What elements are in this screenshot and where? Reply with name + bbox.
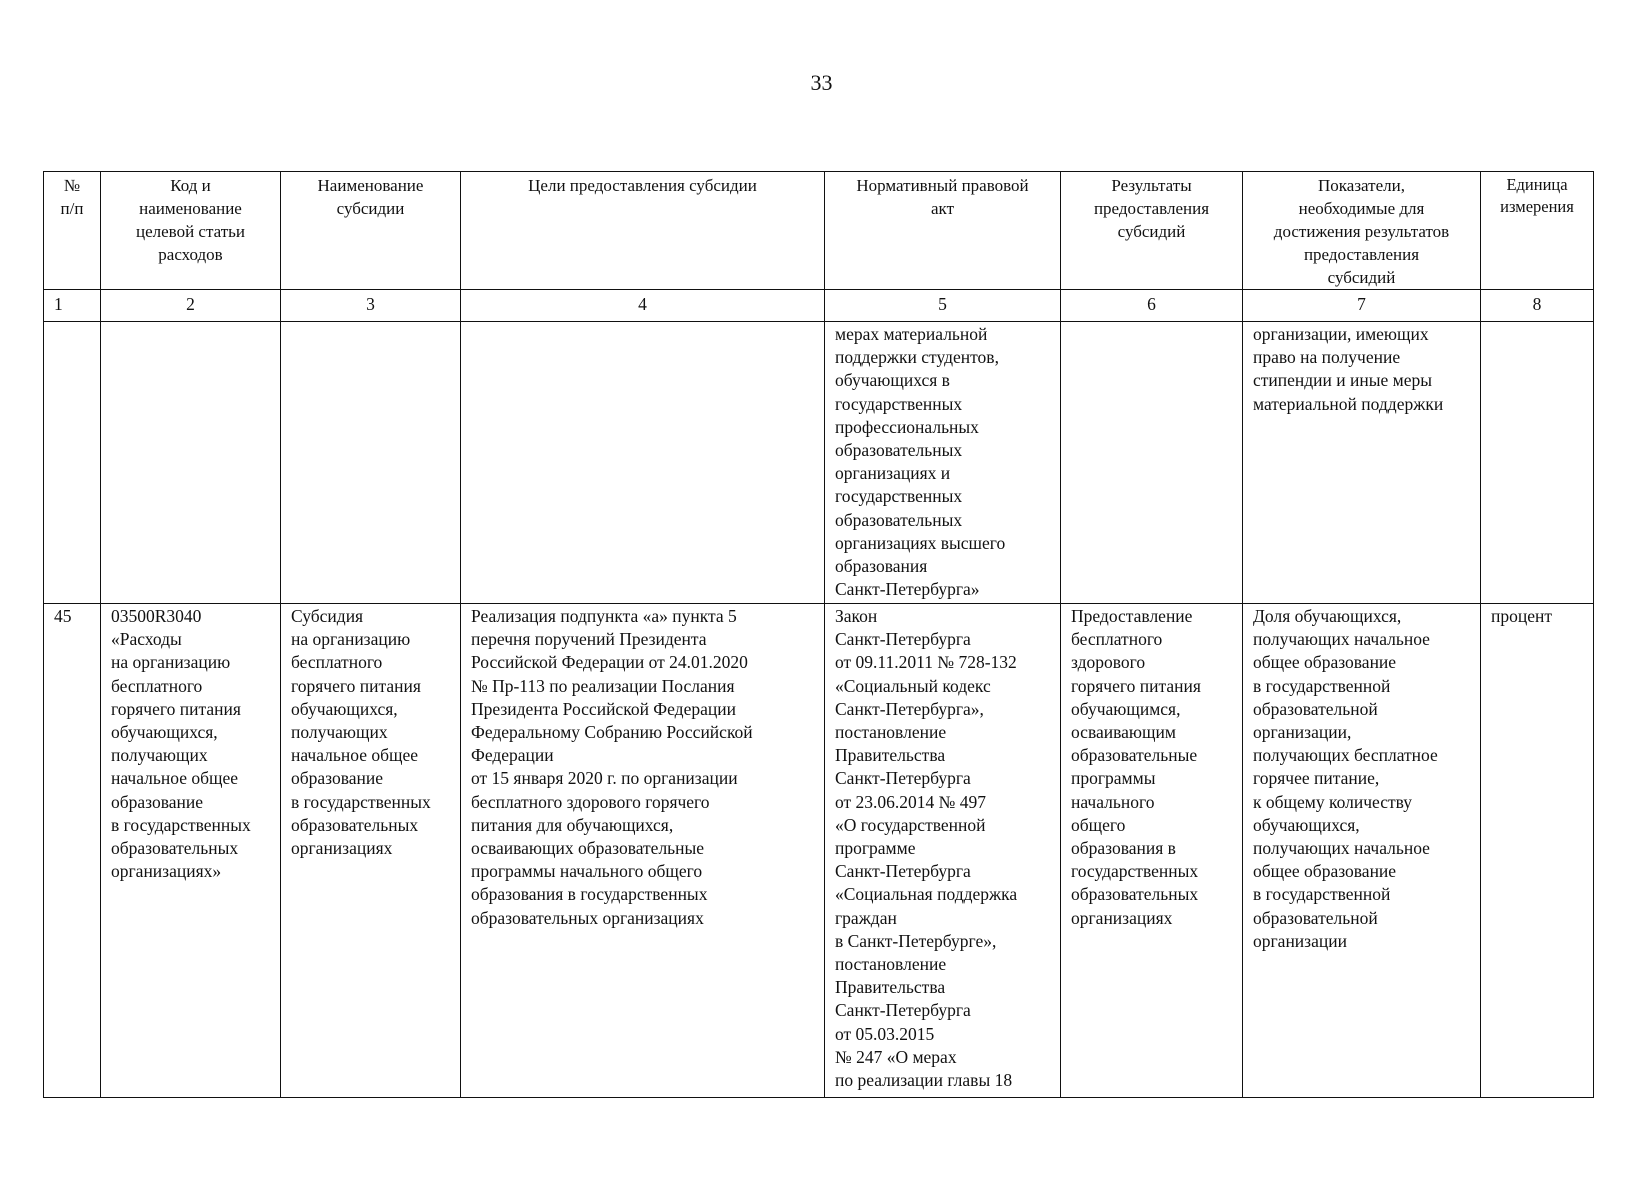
header-cell-unit: Единица измерения	[1481, 172, 1594, 290]
header-cell-goals: Цели предоставления субсидии	[461, 172, 825, 290]
code-cell	[101, 322, 281, 604]
header-cell-results: Результаты предоставления субсидий	[1061, 172, 1243, 290]
header-cell-indicators: Показатели, необходимые для достижения результатов предоставления субсидий	[1243, 172, 1481, 290]
column-number-cell: 5	[825, 290, 1061, 322]
unit-cell	[1481, 322, 1594, 604]
row-number-cell	[44, 322, 101, 604]
row-number-cell: 45	[44, 604, 101, 1098]
header-cell-legal-act: Нормативный правовой акт	[825, 172, 1061, 290]
column-number-cell: 8	[1481, 290, 1594, 322]
table-header-row	[44, 172, 1594, 290]
legal-act-cell: мерах материальной поддержки студентов, обучающихся в государственных профессиональных образовательных организациях и государственных образовательных организациях высшего образования Санкт-Петербурга»	[825, 322, 1061, 604]
unit-cell: процент	[1481, 604, 1594, 1098]
column-number-cell: 4	[461, 290, 825, 322]
indicators-cell: организации, имеющих право на получение стипендии и иные меры материальной поддержки	[1243, 322, 1481, 604]
code-cell: 03500R3040 «Расходы на организацию бесплатного горячего питания обучающихся, получающих начальное общее образование в государственных образовательных организациях»	[101, 604, 281, 1098]
goals-cell: Реализация подпункта «а» пункта 5 перечня поручений Президента Российской Федерации от 24.01.2020 № Пр-113 по реализации Послания Президента Российской Федерации Федеральному Собранию Российской Федерации от 15 января 2020 г. по организации бесплатного здорового горячего питания для обучающихся, осваивающих образовательные программы начального общего образования в государственных образовательных организациях	[461, 604, 825, 1098]
header-cell-number: № п/п	[44, 172, 101, 290]
legal-act-cell: Закон Санкт-Петербурга от 09.11.2011 № 728-132 «Социальный кодекс Санкт-Петербурга», постановление Правительства Санкт-Петербурга от 23.06.2014 № 497 «О государственной программе Санкт-Петербурга «Социальная поддержка граждан в Санкт-Петербурге», постановление Правительства Санкт-Петербурга от 05.03.2015 № 247 «О мерах по реализации главы 18	[825, 604, 1061, 1098]
column-number-row	[44, 290, 1594, 322]
goals-cell	[461, 322, 825, 604]
table-row-45	[44, 604, 1594, 1098]
subsidy-table	[43, 171, 1594, 1098]
indicators-cell: Доля обучающихся, получающих начальное общее образование в государственной образовательной организации, получающих бесплатное горячее питание, к общему количеству обучающихся, получающих начальное общее образование в государственной образовательной организации	[1243, 604, 1481, 1098]
subsidy-name-cell: Субсидия на организацию бесплатного горячего питания обучающихся, получающих начальное общее образование в государственных образовательных организациях	[281, 604, 461, 1098]
column-number-cell: 3	[281, 290, 461, 322]
column-number-cell: 7	[1243, 290, 1481, 322]
page-number: 33	[810, 70, 833, 95]
header-cell-code: Код и наименование целевой статьи расходов	[101, 172, 281, 290]
table-row-continuation	[44, 322, 1594, 604]
column-number-cell: 2	[101, 290, 281, 322]
results-cell: Предоставление бесплатного здорового горячего питания обучающимся, осваивающим образовательные программы начального общего образования в государственных образовательных организациях	[1061, 604, 1243, 1098]
results-cell	[1061, 322, 1243, 604]
subsidy-name-cell	[281, 322, 461, 604]
column-number-cell: 6	[1061, 290, 1243, 322]
header-cell-subsidy-name: Наименование субсидии	[281, 172, 461, 290]
column-number-cell: 1	[44, 290, 101, 322]
